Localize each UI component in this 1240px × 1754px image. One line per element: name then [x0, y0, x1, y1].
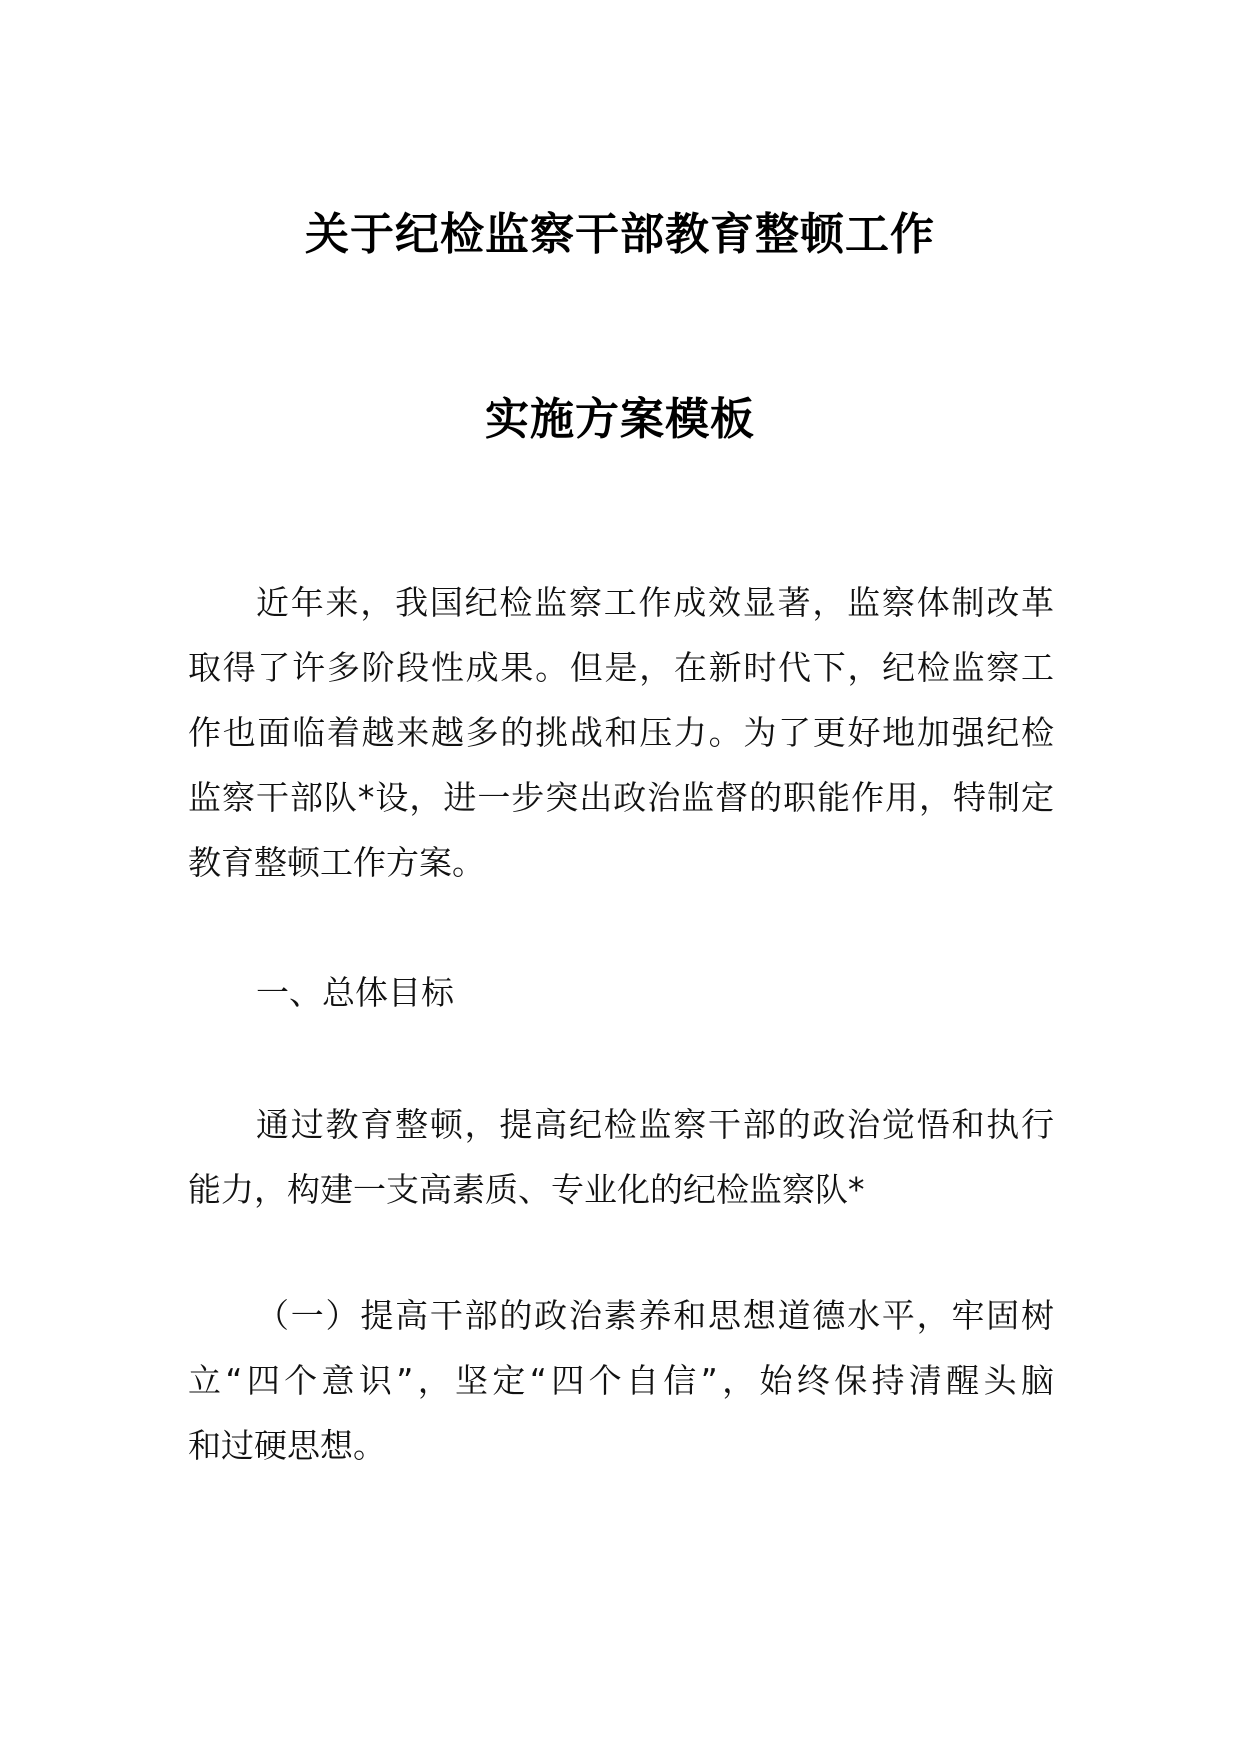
goal-paragraph — [188, 1092, 1054, 1222]
paragraph-line: （一）提高干部的政治素养和思想道德水平，牢固树 — [256, 1296, 1054, 1335]
paragraph-line: 监察干部队*设，进一步突出政治监督的职能作用，特制定 — [188, 778, 1054, 817]
paragraph-line: 作也面临着越来越多的挑战和压力。为了更好地加强纪检 — [188, 713, 1054, 752]
item-one-paragraph — [188, 1283, 1054, 1478]
paragraph-line: 立“四个意识”，坚定“四个自信”，始终保持清醒头脑 — [188, 1361, 1054, 1400]
paragraph-line: 能力，构建一支高素质、专业化的纪检监察队* — [188, 1170, 865, 1209]
section-heading — [188, 960, 1054, 1025]
paragraph-line: 近年来，我国纪检监察工作成效显著，监察体制改革 — [256, 583, 1054, 622]
document-title-line-1: 关于纪检监察干部教育整顿工作 — [305, 209, 935, 260]
paragraph-line: 取得了许多阶段性成果。但是，在新时代下，纪检监察工 — [188, 648, 1054, 687]
intro-paragraph — [188, 570, 1054, 895]
document-title-line-2: 实施方案模板 — [485, 394, 755, 445]
paragraph-line: 和过硬思想。 — [188, 1426, 386, 1465]
paragraph-line: 教育整顿工作方案。 — [188, 843, 485, 882]
paragraph-line: 通过教育整顿，提高纪检监察干部的政治觉悟和执行 — [256, 1105, 1054, 1144]
section-heading-text: 一、总体目标 — [256, 973, 454, 1012]
